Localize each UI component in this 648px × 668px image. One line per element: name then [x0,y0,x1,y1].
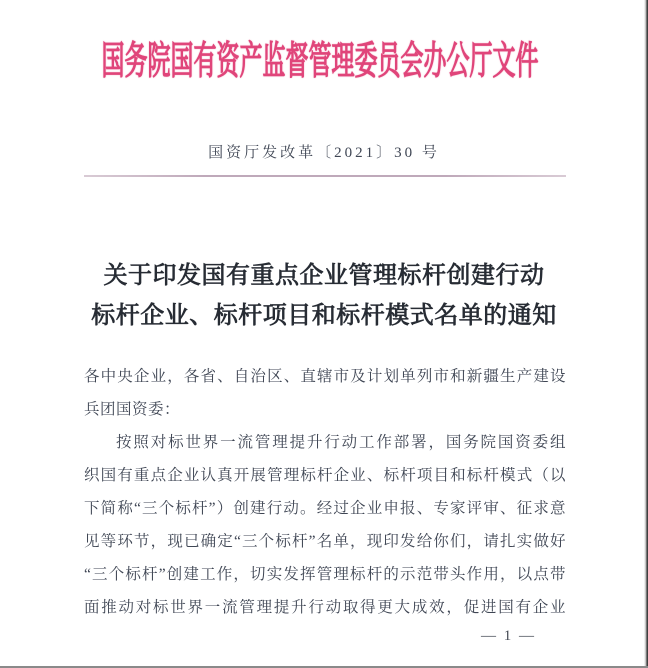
body-line: 按照对标世界一流管理提升行动工作部署，国务院国资委组 [116,434,566,451]
body-line: 各中央企业，各省、自治区、直辖市及计划单列市和新疆生产建设 [84,368,566,385]
body-line: 织国有重点企业认真开展管理标杆企业、标杆项目和标杆模式（以 [84,467,566,484]
document-title [0,256,648,336]
document-body [84,360,566,624]
page-number: — 1 — [481,628,536,644]
header-divider-line [84,175,566,177]
document-number: 国资厅发改革〔2021〕30 号 [208,145,440,161]
body-line: 面推动对标世界一流管理提升行动取得更大成效，促进国有企业 [84,599,566,616]
body-line: “三个标杆”创建工作，切实发挥管理标杆的示范带头作用，以点带 [84,566,566,583]
document-title-line-1: 关于印发国有重点企业管理标杆创建行动 [103,263,545,289]
document-header-title: 国务院国有资产监督管理委员会办公厅文件 [101,40,539,83]
body-line: 见等环节，现已确定“三个标杆”名单，现印发给你们，请扎实做好 [84,533,566,550]
document-title-line-2: 标杆企业、标杆项目和标杆模式名单的通知 [91,303,557,329]
body-line: 兵团国资委： [84,401,181,418]
body-line: 下简称“三个标杆”）创建行动。经过企业申报、专家评审、征求意 [84,500,566,517]
scan-right-edge [644,0,648,668]
